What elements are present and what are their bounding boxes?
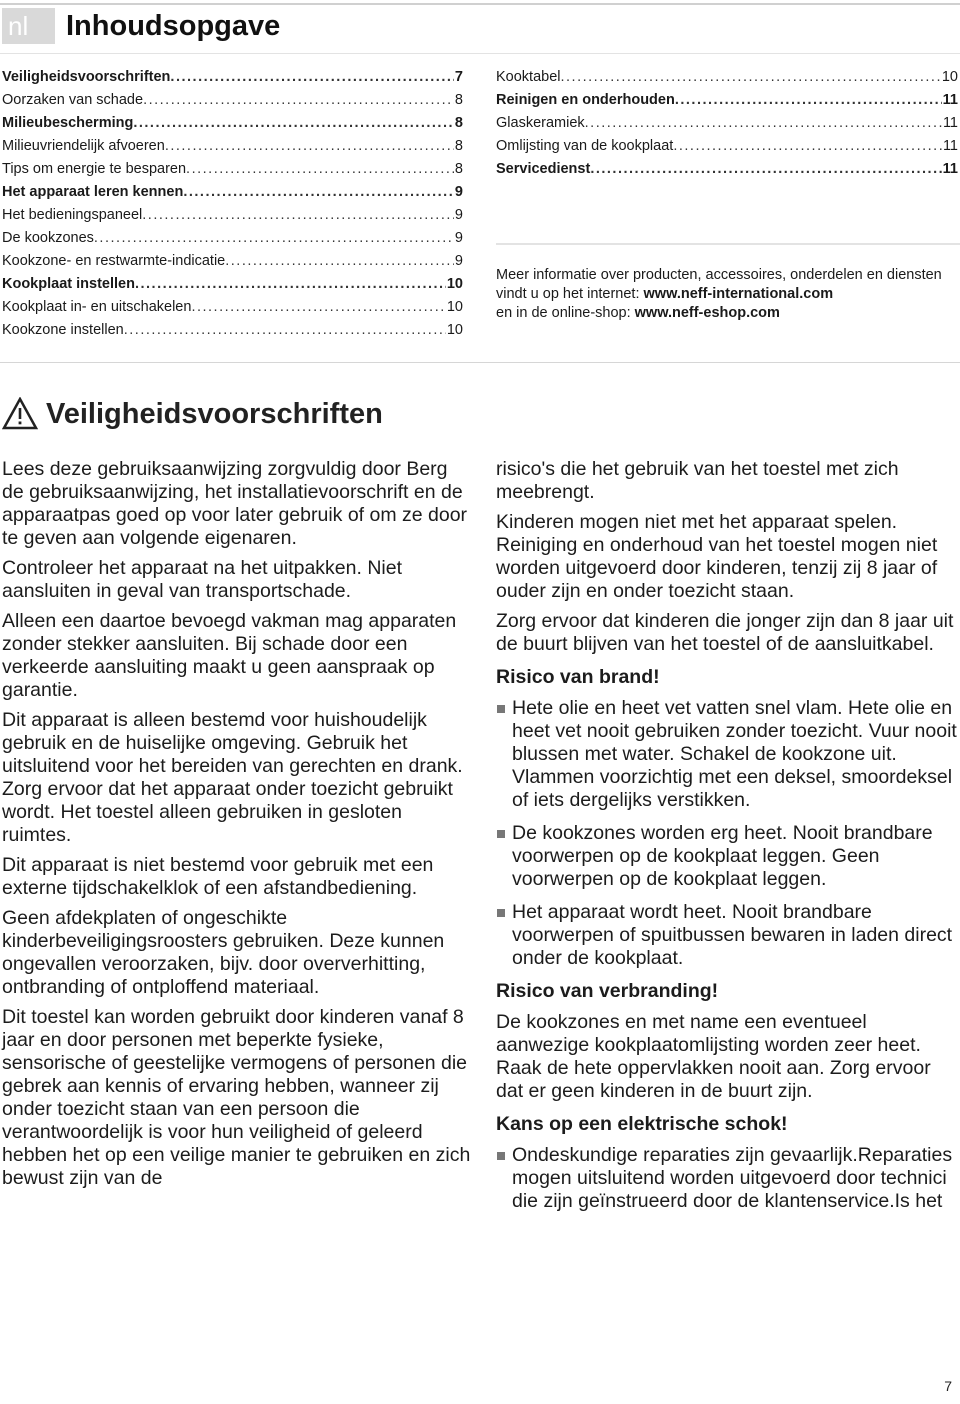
safety-paragraph: Kinderen mogen niet met het apparaat spelen. Reiniging en onderhoud van het toestel mogen niet worden uitgevoerd door kinderen, tenzij zij 8 jaar of ouder zijn en onder toezicht staan. <box>496 511 938 602</box>
page-number: 7 <box>944 1378 952 1394</box>
toc-leader-dots <box>135 273 446 296</box>
toc-entry[interactable] <box>2 66 463 89</box>
toc-entry-page: 9 <box>454 230 463 246</box>
table-of-contents-left <box>2 66 463 342</box>
toc-leader-dots <box>133 112 454 135</box>
toc-leader-dots <box>673 135 942 158</box>
toc-entry-label: Kookplaat instellen <box>2 276 135 292</box>
language-tab: nl <box>2 8 55 44</box>
toc-entry-page: 10 <box>446 299 463 315</box>
toc-entry-page: 10 <box>446 276 463 292</box>
toc-entry-page: 11 <box>942 138 958 154</box>
toc-entry-page: 8 <box>454 161 463 177</box>
toc-leader-dots <box>675 89 942 112</box>
toc-entry-page: 9 <box>454 253 463 269</box>
toc-entry[interactable] <box>496 66 958 89</box>
title-divider <box>0 53 960 54</box>
toc-entry-page: 8 <box>454 92 463 108</box>
toc-leader-dots <box>143 89 454 112</box>
toc-leader-dots <box>585 112 942 135</box>
toc-entry-page: 10 <box>446 322 463 338</box>
toc-entry-label: Milieubescherming <box>2 115 134 131</box>
safety-paragraph: Controleer het apparaat na het uitpakken. Niet aansluiten in geval van transportschade. <box>2 557 403 602</box>
toc-leader-dots <box>170 66 454 89</box>
info-text-2: en in de online-shop: <box>496 305 635 321</box>
toc-leader-dots <box>183 181 454 204</box>
toc-entry[interactable] <box>496 112 958 135</box>
page-title: Inhoudsopgave <box>66 10 281 42</box>
toc-entry-label: Kookzone instellen <box>2 322 124 338</box>
toc-entry[interactable] <box>2 227 463 250</box>
toc-entry-label: Reinigen en onderhouden <box>496 92 675 108</box>
bullet-text: De kookzones worden erg heet. Nooit brandbare voorwerpen op de kookplaat leggen. Geen voorwerpen op de kookplaat leggen. <box>512 822 933 890</box>
toc-entry-page: 8 <box>454 138 463 154</box>
link-neff-eshop[interactable]: www.neff-eshop.com <box>634 305 780 321</box>
safety-paragraph: Zorg ervoor dat kinderen die jonger zijn dan 8 jaar uit de buurt blijven van het toestel of de aansluitkabel. <box>496 610 954 655</box>
section-title: Veiligheidsvoorschriften <box>46 397 383 430</box>
toc-entry-page: 11 <box>942 161 958 177</box>
toc-entry-page: 10 <box>941 69 958 85</box>
shock-risk-list <box>496 1144 958 1213</box>
toc-entry-page: 9 <box>454 184 463 200</box>
top-rule <box>0 3 960 5</box>
safety-paragraph: Dit toestel kan worden gebruikt door kinderen vanaf 8 jaar en door personen met beperkte fysieke, sensorische of geestelijke vermogens of personen die gebrek aan kennis of ervaring hebben, wanneer zij onder toezicht staan van een persoon die verantwoordelijk is voor hun veiligheid of geleerd hebben het op een veilige manier te gebruiken en zich bewust zijn van de <box>2 1006 471 1189</box>
fire-risk-heading: Risico van brand! <box>496 666 660 688</box>
toc-leader-dots <box>124 319 446 342</box>
toc-entry-label: Glaskeramiek <box>496 115 585 131</box>
bullet-item <box>496 697 958 812</box>
toc-entry[interactable] <box>2 158 463 181</box>
toc-entry[interactable] <box>2 112 463 135</box>
toc-leader-dots <box>590 158 941 181</box>
toc-entry[interactable] <box>496 89 958 112</box>
bullet-text: Ondeskundige reparaties zijn gevaarlijk.Reparaties mogen uitsluitend worden uitgevoerd door technici die zijn geïnstrueerd door de klantenservice.Is het <box>512 1144 953 1212</box>
link-neff-international[interactable]: www.neff-international.com <box>643 286 834 302</box>
shock-risk-heading: Kans op een elektrische schok! <box>496 1113 788 1135</box>
burn-risk-text: De kookzones en met name een eventueel aanwezige kookplaatomlijsting worden zeer heet. Raak de hete oppervlakken nooit aan. Zorg ervoor dat er geen kinderen in de buurt zijn. <box>496 1011 931 1102</box>
toc-entry-label: Kookplaat in- en uitschakelen <box>2 299 192 315</box>
toc-entry-label: Oorzaken van schade <box>2 92 144 108</box>
bullet-item <box>496 822 958 891</box>
toc-entry[interactable] <box>2 181 463 204</box>
right-column <box>496 458 958 1223</box>
safety-paragraph: Geen afdekplaten of ongeschikte kinderbeveiligingsroosters gebruiken. Deze kunnen ongevallen veroorzaken, bijv. door oververhitting, ontbranding of ontploffend materiaal. <box>2 907 445 998</box>
toc-entry-label: Omlijsting van de kookplaat <box>496 138 674 154</box>
toc-entry[interactable] <box>2 296 463 319</box>
toc-entry-label: Tips om energie te besparen <box>2 161 187 177</box>
fire-risk-list <box>496 697 958 970</box>
toc-entry-label: Kooktabel <box>496 69 561 85</box>
safety-paragraph: Alleen een daartoe bevoegd vakman mag apparaten zonder stekker aansluiten. Bij schade door een verkeerde aansluiting maakt u geen aanspraak op garantie. <box>2 610 457 701</box>
safety-paragraph: Dit apparaat is niet bestemd voor gebruik met een externe tijdschakelklok of een afstandbediening. <box>2 854 434 899</box>
toc-entry-label: Het bedieningspaneel <box>2 207 143 223</box>
bullet-text: Hete olie en heet vet vatten snel vlam. Hete olie en heet vet nooit gebruiken zonder toezicht. Vuur nooit blussen met water. Schakel de kookzone uit. Vlammen voorzichtig met een deksel, smoordeksel of iets dergelijks verstikken. <box>512 697 957 811</box>
toc-entry[interactable] <box>2 319 463 342</box>
toc-entry-page: 8 <box>454 115 463 131</box>
safety-paragraph: Lees deze gebruiksaanwijzing zorgvuldig door Berg de gebruiksaanwijzing, het installatievoorschrift en de apparaatpas goed op voor later gebruik of om ze door te geven aan volgende eigenaren. <box>2 458 468 549</box>
toc-leader-dots <box>191 296 445 319</box>
toc-entry-label: Het apparaat leren kennen <box>2 184 184 200</box>
internet-info <box>496 266 958 323</box>
toc-entry-label: Milieuvriendelijk afvoeren <box>2 138 165 154</box>
bullet-item <box>496 1144 958 1213</box>
toc-entry[interactable] <box>496 158 958 181</box>
toc-leader-dots <box>94 227 454 250</box>
warning-triangle-icon <box>2 397 38 431</box>
toc-leader-dots <box>225 250 454 273</box>
toc-entry[interactable] <box>496 135 958 158</box>
bullet-square-icon <box>497 1152 505 1160</box>
toc-entry[interactable] <box>2 89 463 112</box>
info-text-1: Meer informatie over producten, accessoires, onderdelen en diensten vindt u op het internet: <box>496 267 942 302</box>
toc-leader-dots <box>142 204 454 227</box>
toc-entry-page: 11 <box>942 92 958 108</box>
bullet-square-icon <box>497 705 505 713</box>
toc-entry[interactable] <box>2 135 463 158</box>
table-of-contents-right <box>496 66 958 181</box>
info-divider <box>496 243 960 245</box>
toc-leader-dots <box>561 66 941 89</box>
safety-paragraph: risico's die het gebruik van het toestel met zich meebrengt. <box>496 458 899 503</box>
section-divider <box>0 362 960 363</box>
toc-entry-page: 9 <box>454 207 463 223</box>
bullet-item <box>496 901 958 970</box>
bullet-square-icon <box>497 830 505 838</box>
toc-entry-label: De kookzones <box>2 230 94 246</box>
bullet-text: Het apparaat wordt heet. Nooit brandbare voorwerpen of spuitbussen bewaren in laden direct onder de kookplaat. <box>512 901 953 969</box>
burn-risk-heading: Risico van verbranding! <box>496 980 719 1002</box>
toc-entry-page: 7 <box>454 69 463 85</box>
toc-entry-label: Servicedienst <box>496 161 591 177</box>
toc-entry-page: 11 <box>942 115 958 131</box>
left-column <box>2 458 472 1197</box>
toc-entry[interactable] <box>2 273 463 296</box>
bullet-square-icon <box>497 909 505 917</box>
toc-leader-dots <box>186 158 454 181</box>
toc-entry[interactable] <box>2 204 463 227</box>
safety-paragraph: Dit apparaat is alleen bestemd voor huishoudelijk gebruik en de huiselijke omgeving. Gebruik het uitsluitend voor het bereiden van gerechten en drank. Zorg ervoor dat het apparaat onder toezicht gebruikt wordt. Het toestel alleen gebruiken in gesloten ruimtes. <box>2 709 463 846</box>
section-heading <box>2 394 383 434</box>
toc-leader-dots <box>165 135 454 158</box>
toc-entry-label: Kookzone- en restwarmte-indicatie <box>2 253 226 269</box>
toc-entry-label: Veiligheidsvoorschriften <box>2 69 171 85</box>
toc-entry[interactable] <box>2 250 463 273</box>
